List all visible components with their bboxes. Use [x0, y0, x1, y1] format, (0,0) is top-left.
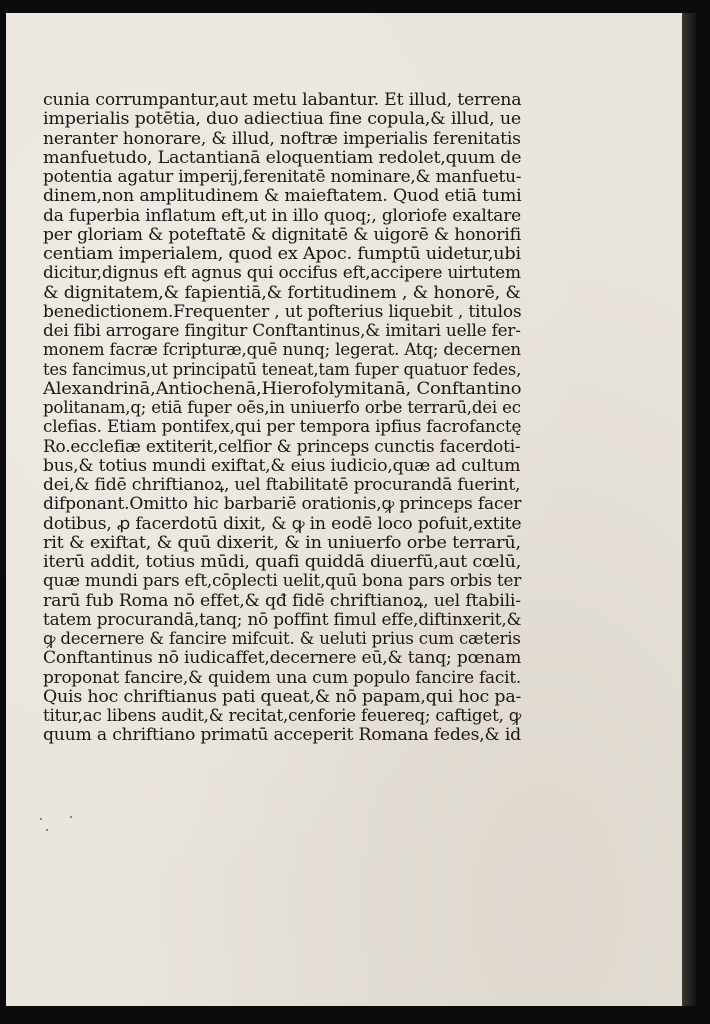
text-line: per gloriam & poteftatē & dignitatē & uigorē & honorifi — [43, 224, 522, 244]
text-line: dinem,non amplitudinem & maieftatem. Quod etiā tumi — [43, 186, 522, 206]
text-line: proponat fancire,& quidem una cum populo fancire facit. — [43, 667, 522, 687]
text-line: cunia corrumpantur,aut metu labantur. Et illud, terrena — [43, 90, 522, 109]
text-line: da fuperbia inflatum eft,ut in illo quoq;, gloriofe exaltare — [43, 205, 522, 225]
text-line: iterū addit, totius mūdi, quafi quiddā diuerfū,aut cœlū, — [43, 552, 522, 571]
ink-speck — [46, 829, 48, 831]
text-line: quum a chriftiano primatū acceperit Romana fedes,& id — [43, 725, 521, 745]
text-line: rarū fub Roma nō effet,& qđ fidē chriftianoꝝ, uel ftabili- — [43, 590, 521, 610]
text-block — [43, 90, 521, 745]
page-edge — [682, 13, 696, 1006]
text-line: Ro.ecclefiæ extiterit,celfior & princeps cunctis facerdoti- — [43, 436, 521, 456]
text-line: manfuetudo, Lactantianā eloquentiam redolet,quum de — [43, 147, 522, 167]
text-line: Conftantinus nō iudicaffet,decernere eū,& tanq; pœnam — [43, 648, 522, 668]
text-line: monem facræ fcripturæ,quē nunq; legerat. Atq; decernen — [43, 340, 521, 360]
text-line: potentia agatur imperij,ferenitatē nominare,& manfuetu- — [43, 167, 522, 186]
text-line: Alexandrinā,Antiochenā,Hierofolymitanā, Conftantino — [43, 378, 522, 398]
text-line: imperialis potētia, duo adiectiua fine copula,& illud, ue — [43, 109, 522, 129]
text-line: politanam,q; etiā fuper oēs,in uniuerfo orbe terrarū,dei ec — [43, 398, 521, 417]
text-line: difponant.Omitto hic barbariē orationis,ꝙ princeps facer — [43, 494, 522, 514]
text-line: dei,& fidē chriftianoꝝ, uel ftabilitatē procurandā fuerint, — [43, 475, 521, 494]
text-line: bus,& totius mundi exiftat,& eius iudicio,quæ ad cultum — [43, 455, 521, 475]
text-line: quæ mundi pars eft,cōplecti uelit,quū bona pars orbis ter — [43, 571, 522, 591]
text-line: dotibus, ꝓ facerdotū dixit, & ꝙ in eodē loco pofuit,extite — [43, 513, 522, 533]
text-line: clefias. Etiam pontifex,qui per tempora ipfius facrofanctę — [43, 417, 522, 437]
text-line: Quis hoc chriftianus pati queat,& nō papam,qui hoc pa- — [43, 686, 522, 706]
text-line: dei fibi arrogare fingitur Conftantinus,& imitari uelle fer- — [43, 321, 521, 340]
text-line: rit & exiftat, & quū dixerit, & in uniuerfo orbe terrarū, — [43, 532, 521, 552]
text-line: centiam imperialem, quod ex Apoc. fumptū uidetur,ubi — [43, 244, 521, 263]
text-line: titur,ac libens audit,& recitat,cenforie feuereq; caftiget, ꝙ — [43, 706, 522, 725]
book-page — [6, 13, 682, 1006]
ink-speck — [70, 816, 72, 818]
text-line: tes fancimus,ut principatū teneat,tam fuper quatuor fedes, — [43, 359, 522, 379]
text-line: dicitur,dignus eft agnus qui occifus eft,accipere uirtutem — [43, 263, 521, 283]
ink-speck — [40, 818, 42, 820]
text-line: benedictionem.Frequenter , ut pofterius liquebit , titulos — [43, 301, 522, 321]
text-line: tatem procurandā,tanq; nō poffint fimul effe,diftinxerit,& — [43, 609, 522, 629]
text-line: ꝙ decernere & fancire mifcuit. & ueluti prius cum cæteris — [43, 629, 521, 648]
text-line: neranter honorare, & illud, noftræ imperialis ferenitatis — [43, 128, 521, 148]
text-line: & dignitatem,& fapientiā,& fortitudinem , & honorē, & — [43, 282, 521, 302]
